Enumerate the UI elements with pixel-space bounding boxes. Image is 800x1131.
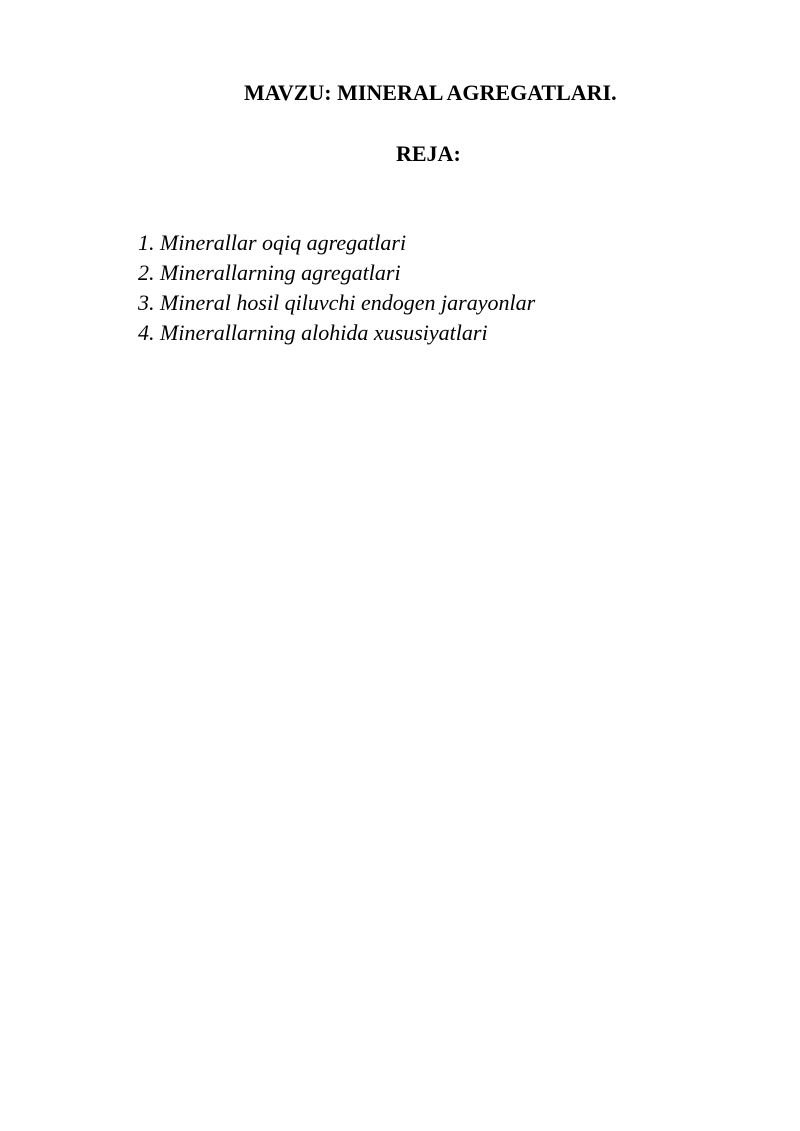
plan-list	[138, 228, 535, 348]
plan-item: 1. Minerallar oqiq agregatlari	[138, 230, 407, 255]
plan-item: 4. Minerallarning alohida xususiyatlari	[138, 320, 488, 345]
plan-item: 2. Minerallarning agregatlari	[138, 260, 401, 285]
plan-heading: REJA:	[396, 141, 461, 166]
plan-item: 3. Mineral hosil qiluvchi endogen jarayonlar	[138, 290, 536, 315]
document-title: MAVZU: MINERAL AGREGATLARI.	[244, 80, 617, 105]
